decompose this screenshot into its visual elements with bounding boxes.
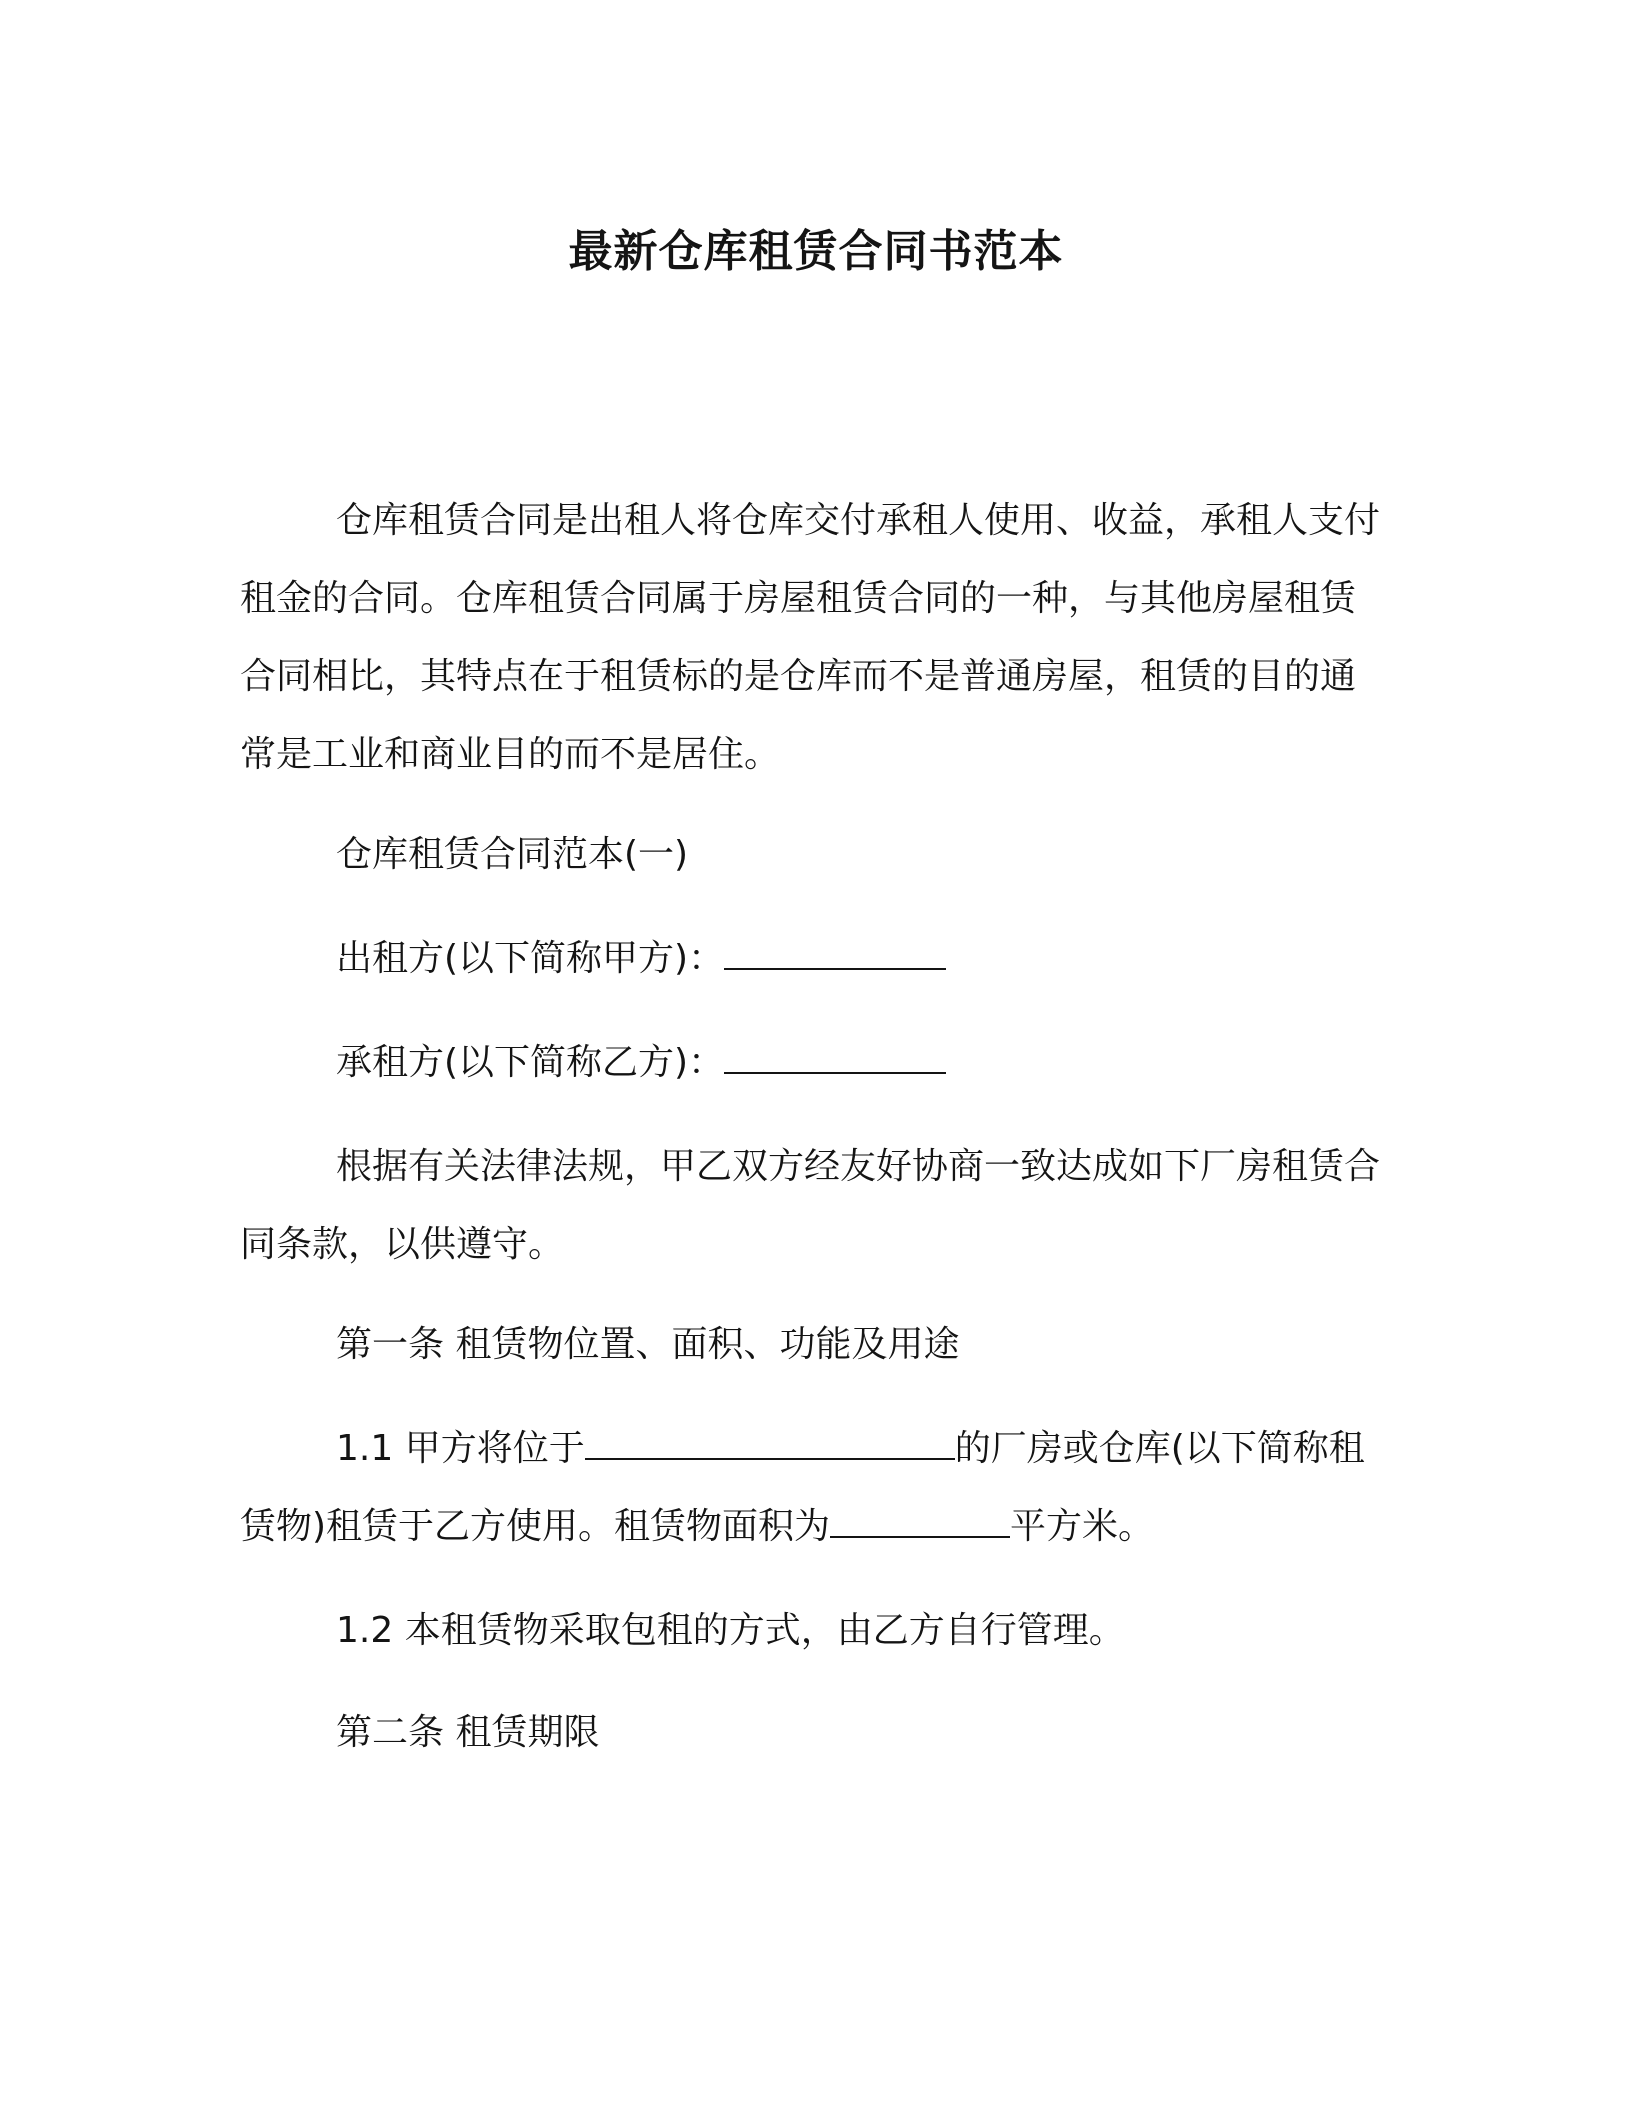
lessor-label: 出租方(以下简称甲方)：	[336, 938, 725, 979]
location-blank	[585, 1424, 955, 1460]
lessee-blank	[724, 1038, 946, 1074]
clause-1-1	[240, 1410, 1380, 1566]
clause-1-1-part1: 1.1 甲方将位于	[336, 1428, 585, 1469]
lessor-line	[240, 920, 1380, 998]
agreement-paragraph: 根据有关法律法规，甲乙双方经友好协商一致达成如下厂房租赁合同条款，以供遵守。	[240, 1146, 1381, 1265]
sample-heading: 仓库租赁合同范本(一)	[336, 834, 689, 875]
lessee-label: 承租方(以下简称乙方)：	[336, 1042, 725, 1083]
clause-1-1-part3: 平方米。	[1010, 1506, 1155, 1547]
intro-paragraph: 仓库租赁合同是出租人将仓库交付承租人使用、收益，承租人支付租金的合同。仓库租赁合同属于房屋租赁合同的一种，与其他房屋租赁合同相比，其特点在于租赁标的是仓库而不是普通房屋，租赁的目的通常是工业和商业目的而不是居住。	[240, 500, 1381, 775]
area-blank	[830, 1502, 1010, 1538]
lessor-blank	[724, 934, 946, 970]
article1-heading: 第一条 租赁物位置、面积、功能及用途	[336, 1324, 960, 1365]
document-title: 最新仓库租赁合同书范本	[568, 226, 1064, 277]
lessee-line	[240, 1024, 1380, 1102]
clause-1-1-part2: 的厂房或仓库(以下简称租赁物)租赁于乙方使用。租赁物面积为	[240, 1428, 1365, 1547]
clause-1-2: 1.2 本租赁物采取包租的方式，由乙方自行管理。	[336, 1610, 1125, 1651]
article2-heading: 第二条 租赁期限	[336, 1712, 600, 1753]
